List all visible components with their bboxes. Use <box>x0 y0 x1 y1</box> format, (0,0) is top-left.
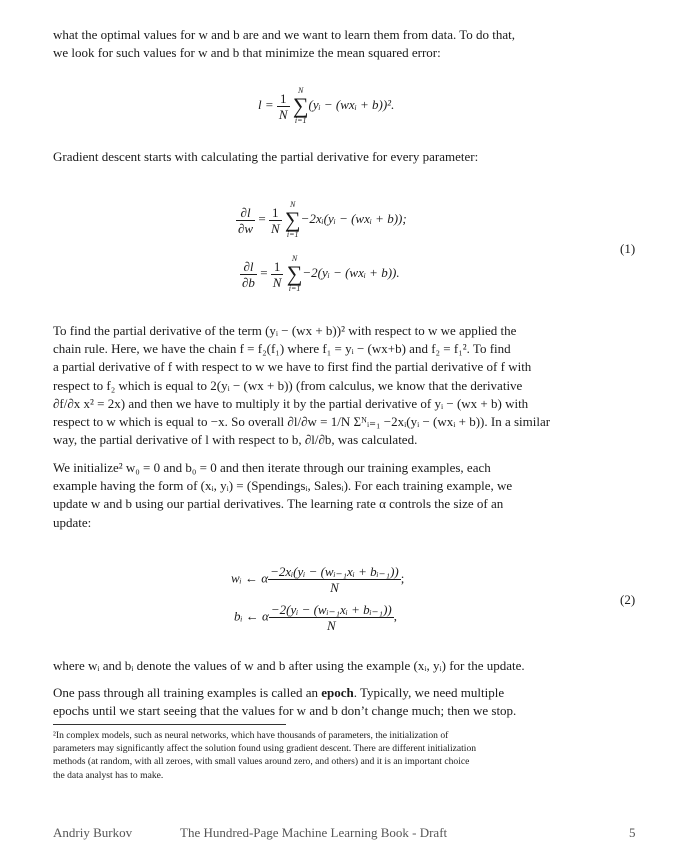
paragraph-gradient <box>53 148 638 166</box>
footer-title: The Hundred-Page Machine Learning Book - Draft <box>180 825 448 840</box>
equation-body: −2(yᵢ − (wxᵢ + b)). <box>302 264 400 280</box>
fraction-numerator: 1 <box>271 259 284 275</box>
sum-upper: N <box>291 254 298 263</box>
text-line: where wᵢ and bᵢ denote the values of w and b after using the example (xᵢ, yᵢ) for the update. <box>53 658 525 673</box>
equation-lhs: wᵢ ← α <box>231 570 269 586</box>
fraction <box>269 205 282 236</box>
text-line: To find the partial derivative of the term (yᵢ − (wx + b))² with respect to w we applied the <box>53 323 517 338</box>
paragraph-chain-rule <box>53 322 638 449</box>
summation <box>287 254 303 294</box>
footnote-line: methods (at random, with all zeroes, with small values around zero, and others) and it is an important choice <box>53 756 470 768</box>
text-line <box>53 684 638 702</box>
fraction-denominator: N <box>270 220 280 236</box>
fraction-numerator: −2xᵢ(yᵢ − (wᵢ₋₁xᵢ + bᵢ₋₁)) <box>270 564 399 579</box>
footnote-line: the data analyst has to make. <box>53 769 164 781</box>
punctuation: ; <box>400 570 405 586</box>
text-line: update: <box>53 514 92 530</box>
text-line: update w and b using our partial derivatives. The learning rate α controls the size of an <box>53 496 504 512</box>
equation-loss <box>258 86 394 126</box>
equation-w-update <box>231 564 404 595</box>
footer-author: Andriy Burkov <box>53 825 133 840</box>
fraction-denominator: N <box>278 106 288 122</box>
paragraph-initialize <box>53 459 638 532</box>
footnote <box>53 729 638 782</box>
text-line: epochs until we start seeing that the values for w and b don’t change much; then we stop. <box>53 703 517 719</box>
equation-lhs: l = <box>258 96 274 112</box>
fraction-numerator: ∂l <box>240 259 257 275</box>
text-line: example having the form of (xᵢ, yᵢ) = (Spendingsᵢ, Salesᵢ). For each training example, we <box>53 478 513 494</box>
text-run: One pass through all training examples is called an <box>53 685 322 700</box>
text-line: Gradient descent starts with calculating the partial derivative for every parameter: <box>53 149 479 164</box>
fraction <box>277 91 290 122</box>
equation-b-update <box>234 602 397 633</box>
fraction <box>271 259 284 290</box>
equation-number-2: (2) <box>620 592 636 607</box>
equation-body: (yᵢ − (wxᵢ + b))². <box>308 96 395 112</box>
footnote-line: ²In complex models, such as neural networks, which have thousands of parameters, the initialization of <box>53 730 449 741</box>
fraction-denominator: ∂w <box>238 220 254 236</box>
equals-sign: = <box>260 264 268 280</box>
equation-dl-dw <box>236 200 407 240</box>
text-line: respect to w which is equal to −x. So overall ∂l/∂w = 1/N Σᴺᵢ₌₁ −2xᵢ(yᵢ − (wxᵢ + b)). In a similar <box>53 414 551 430</box>
equation-dl-db <box>240 254 400 294</box>
fraction-denominator: N <box>330 580 339 595</box>
paragraph-where <box>53 657 638 675</box>
equation-lhs: bᵢ ← α <box>234 608 269 624</box>
footnote-line: parameters may significantly affect the solution found using gradient descent. There are different initialization <box>53 743 477 755</box>
footnote-rule <box>53 724 286 725</box>
text-line: respect to f₂ which is equal to 2(yᵢ − (wx + b)) (from calculus, we know that the derivative <box>53 377 523 393</box>
sigma-symbol: ∑ <box>286 261 303 286</box>
text-line: way, the partial derivative of l with respect to b, ∂l/∂b, was calculated. <box>53 432 418 448</box>
fraction-numerator: 1 <box>269 205 282 221</box>
sigma-symbol: ∑ <box>284 207 301 232</box>
fraction-denominator: N <box>272 274 282 290</box>
sum-upper: N <box>290 200 296 209</box>
text-line: a partial derivative of f with respect to w we have to first find the partial derivative of f with <box>53 359 532 375</box>
equals-sign: = <box>258 210 266 226</box>
punctuation: , <box>393 608 397 624</box>
text-line: we look for such values for w and b that minimize the mean squared error: <box>53 45 441 61</box>
fraction-denominator: ∂b <box>242 274 255 290</box>
text-line: ∂f/∂x x² = 2x) and then we have to multiply it by the partial derivative of yᵢ − (wx + b) with <box>53 395 529 411</box>
sum-lower: i=1 <box>288 284 301 293</box>
fraction-numerator: −2(yᵢ − (wᵢ₋₁xᵢ + bᵢ₋₁)) <box>270 602 392 617</box>
summation <box>293 86 309 126</box>
sigma-symbol: ∑ <box>292 93 309 118</box>
text-line: We initialize² w₀ = 0 and b₀ = 0 and then iterate through our training examples, each <box>53 460 491 475</box>
fraction <box>268 564 401 595</box>
fraction-denominator: N <box>326 618 336 633</box>
sum-lower: i=1 <box>286 230 299 239</box>
text-run: . Typically, we need multiple <box>353 685 505 700</box>
fraction <box>240 259 257 290</box>
summation <box>285 200 301 240</box>
text-line: chain rule. Here, we have the chain f = f₂(f₁) where f₁ = yᵢ − (wx+b) and f₂ = f₁². To find <box>53 341 511 357</box>
term-epoch: epoch <box>321 685 354 700</box>
sum-lower: i=1 <box>294 116 307 125</box>
fraction-numerator: 1 <box>277 91 290 107</box>
text-line: what the optimal values for w and b are and we want to learn them from data. To do that, <box>53 27 516 42</box>
paragraph-epoch <box>53 684 638 720</box>
fraction-numerator: ∂l <box>236 205 255 221</box>
fraction <box>269 602 394 633</box>
sum-upper: N <box>297 86 304 95</box>
equation-body: −2xᵢ(yᵢ − (wxᵢ + b)); <box>300 210 407 226</box>
fraction <box>236 205 255 236</box>
page-number: 5 <box>629 825 636 840</box>
paragraph-intro <box>53 26 638 62</box>
equation-number-1: (1) <box>620 241 636 256</box>
